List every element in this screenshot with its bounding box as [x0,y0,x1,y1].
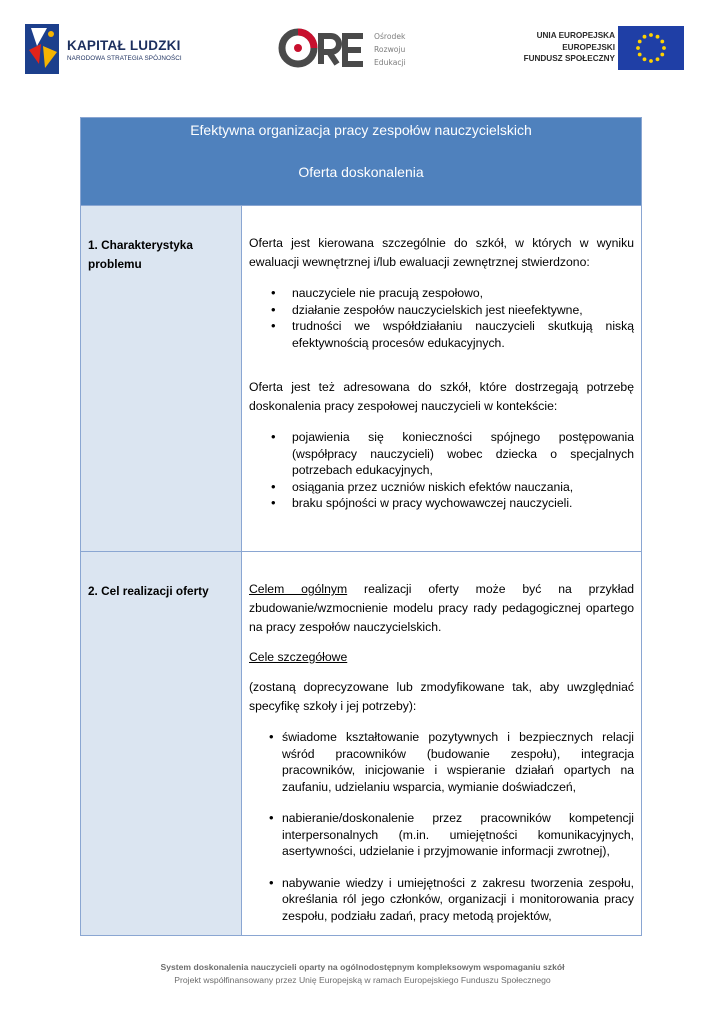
ore-logo [277,26,437,70]
eu-star-icon [643,35,647,39]
section-2-label: 2. Cel realizacji oferty [81,552,242,935]
kapital-ludzki-subtitle: NARODOWA STRATEGIA SPÓJNOŚCI [67,55,182,62]
eu-star-icon [643,57,647,61]
footer-line-1: System doskonalenia nauczycieli oparty na ogólnodostępnym kompleksowym wspomaganiu szkół [160,962,565,972]
list-item: • pojawienia się konieczności spójnego postępowania (współpracy nauczycieli) wobec dziecka o specjalnych potrzebach edukacyjnych, [292,429,634,479]
section-2-content [242,552,641,935]
eu-star-icon [649,33,653,37]
specific-goals-note: (zostaną doprecyzowane lub zmodyfikowane tak, aby uwzględniać specyfikę szkoły i jej potrzeby): [249,680,634,713]
table-row-section-1 [81,206,641,552]
list-item: • działanie zespołów nauczycielskich jest nieefektywne, [292,302,634,319]
list-item: • osiągania przez uczniów niskich efektów nauczania, [292,479,634,496]
ore-line-3: Edukacji [374,58,406,67]
list-item: • trudności we współdziałaniu nauczycieli skutkują niską efektywnością procesów edukacyjnych. [292,318,634,351]
section-1-list-1 [249,285,634,351]
eu-star-icon [636,46,640,50]
section-2-goal-paragraph [249,580,634,637]
eu-line-3: FUNDUSZ SPOŁECZNY [523,54,615,63]
eu-star-icon [656,57,660,61]
document-subtitle: Oferta doskonalenia [298,164,424,180]
general-goal-text: realizacji oferty może być na przykład zbudowanie/wzmocnienie modelu pracy rady pedagogicznej opartego na pracy zespołów nauczycielskich. [249,582,635,634]
section-1-label: 1. Charakterystyka problemu [81,206,242,551]
ore-mark-icon [277,26,369,70]
section-1-paragraph-1: Oferta jest kierowana szczególnie do szkół, w których w wyniku ewaluacji wewnętrznej i/lub ewaluacji zewnętrznej stwierdzono: [249,236,634,269]
offer-table [80,117,642,936]
kapital-ludzki-title: KAPITAŁ LUDZKI [67,38,181,53]
ore-line-1: Ośrodek [374,32,406,41]
kapital-ludzki-logo [25,24,185,74]
eu-star-icon [638,40,642,44]
document-title: Efektywna organizacja pracy zespołów nauczycielskich [190,122,532,138]
table-header [81,118,641,206]
general-goal-label: Celem ogólnym [249,582,348,596]
list-item: • świadome kształtowanie pozytywnych i bezpiecznych relacji wśród pracowników (budowanie zespołu), integracja pracowników, inicjowanie i wspieranie działań opartych na zaufaniu, udzielaniu wsparcia, wymianie doświadczeń, [249,729,634,795]
section-1-content [242,206,641,551]
eu-star-icon [638,53,642,57]
section-1-list-2 [249,429,634,512]
eu-logo [520,26,685,72]
page-footer [0,961,725,987]
section-1-paragraph-2: Oferta jest też adresowana do szkół, które dostrzegają potrzebę doskonalenia pracy zespołowej nauczycieli w kontekście: [249,380,634,413]
footer-line-2: Projekt współfinansowany przez Unię Europejską w ramach Europejskiego Funduszu Społecznego [174,975,551,985]
eu-star-icon [660,40,664,44]
eu-star-icon [649,59,653,63]
list-item: • nabieranie/doskonalenie przez pracowników kompetencji interpersonalnych (m.in. umiejętności komunikacyjnych, asertywności, udzielanie i przyjmowanie informacji zwrotnej), [249,810,634,860]
list-item: • braku spójności w pracy wychowawczej nauczycieli. [292,495,634,512]
list-item: • nabywanie wiedzy i umiejętności z zakresu tworzenia zespołu, określania ról jego członków, organizacji i monitorowania pracy zespołu, podziału zadań, pracy metodą projektów, [249,875,634,925]
list-item: • nauczyciele nie pracują zespołowo, [292,285,634,302]
kapital-ludzki-emblem-icon [25,24,59,74]
eu-star-icon [660,53,664,57]
table-row-section-2 [81,552,641,935]
eu-star-icon [656,35,660,39]
eu-flag-icon [618,26,684,70]
eu-star-icon [662,46,666,50]
ore-line-2: Rozwoju [374,45,406,54]
specific-goals-heading: Cele szczegółowe [249,650,348,664]
specific-goals-list [249,729,634,924]
page-header [0,0,725,90]
eu-line-1: UNIA EUROPEJSKA [536,31,615,40]
eu-line-2: EUROPEJSKI [562,42,615,52]
